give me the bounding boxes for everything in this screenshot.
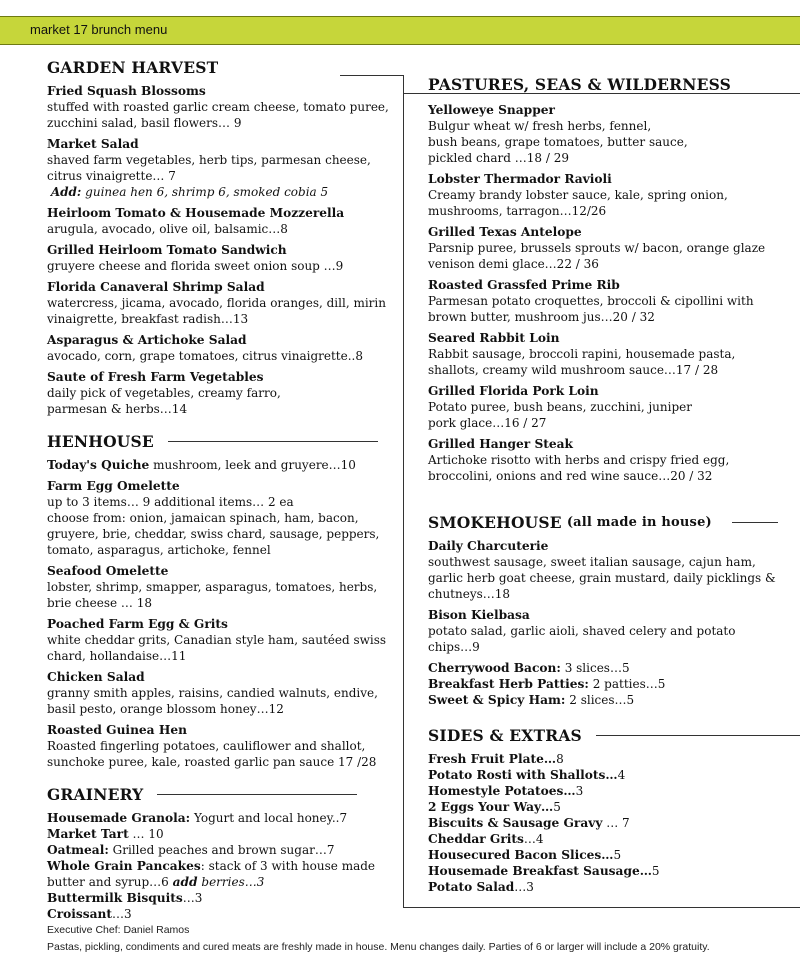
- item-desc: brown butter, mushroom jus…20 / 32: [428, 310, 655, 324]
- list-item: Cheddar Grits…4: [428, 832, 544, 846]
- list-item: Croissant…3: [47, 907, 132, 921]
- list-item: 2 Eggs Your Way…5: [428, 800, 561, 814]
- menu-item: [428, 538, 778, 602]
- item-name: Heirloom Tomato & Housemade Mozzerella: [47, 206, 345, 220]
- sides-list: [428, 751, 778, 895]
- left-column: [47, 58, 392, 922]
- section-henhouse-title: HENHOUSE: [47, 432, 392, 451]
- list-item: Fresh Fruit Plate…8: [428, 752, 564, 766]
- item-name: Poached Farm Egg & Grits: [47, 617, 228, 631]
- item-desc: Bulgur wheat w/ fresh herbs, fennel,: [428, 119, 652, 133]
- list-item: Housemade Breakfast Sausage…5: [428, 864, 660, 878]
- item-desc: shaved farm vegetables, herb tips, parmesan cheese, citrus vinaigrette… 7: [47, 153, 371, 183]
- menu-item: [47, 136, 392, 200]
- list-item: Cherrywood Bacon: 3 slices…5: [428, 661, 630, 675]
- menu-item: [428, 330, 778, 378]
- menu-item: [428, 171, 778, 219]
- list-item: Whole Grain Pancakes: stack of 3 with house made butter and syrup…6 add berries…3: [47, 859, 376, 889]
- item-desc: potato salad, garlic aioli, shaved celery and potato chips…9: [428, 624, 736, 654]
- item-name: Fried Squash Blossoms: [47, 84, 206, 98]
- menu-item: [428, 102, 778, 166]
- menu-item: [428, 277, 778, 325]
- item-name: Seared Rabbit Loin: [428, 331, 560, 345]
- item-desc: broccolini, onions and red wine sauce…20 / 32: [428, 469, 713, 483]
- list-item: Potato Rosti with Shallots…4: [428, 768, 626, 782]
- item-desc: granny smith apples, raisins, candied walnuts, endive, basil pesto, orange blossom honey…12: [47, 686, 378, 716]
- item-desc: mushroom, leek and gruyere…10: [149, 458, 356, 472]
- section-rule: [732, 522, 778, 523]
- item-name: Bison Kielbasa: [428, 608, 530, 622]
- list-item: Breakfast Herb Patties: 2 patties…5: [428, 677, 666, 691]
- item-desc: Parmesan potato croquettes, broccoli & cipollini with: [428, 294, 754, 308]
- item-name: Daily Charcuterie: [428, 539, 549, 553]
- section-pastures-title: PASTURES, SEAS & WILDERNESS: [428, 75, 732, 94]
- item-name: Florida Canaveral Shrimp Salad: [47, 280, 265, 294]
- menu-item: [428, 383, 778, 431]
- menu-item: [47, 669, 392, 717]
- menu-item: [428, 436, 778, 484]
- item-desc: Creamy brandy lobster sauce, kale, spring onion,: [428, 188, 728, 202]
- menu-item: [47, 205, 392, 237]
- menu-item: [47, 478, 392, 558]
- menu-item: [47, 616, 392, 664]
- item-desc: pork glace…16 / 27: [428, 416, 547, 430]
- item-name: Grilled Hanger Steak: [428, 437, 573, 451]
- item-desc: Rabbit sausage, broccoli rapini, housemade pasta,: [428, 347, 736, 361]
- menu-header-bar: [0, 16, 800, 45]
- item-desc: Parsnip puree, brussels sprouts w/ bacon, orange glaze: [428, 241, 766, 255]
- section-sides-title: SIDES & EXTRAS: [428, 726, 778, 745]
- list-item: Sweet & Spicy Ham: 2 slices…5: [428, 693, 635, 707]
- footer-note: Pastas, pickling, condiments and cured meats are freshly made in house. Menu changes daily. Parties of 6 or larger will include a 20% gratuity.: [47, 941, 710, 953]
- item-desc: white cheddar grits, Canadian style ham, sautéed swiss chard, hollandaise…11: [47, 633, 387, 663]
- item-desc: lobster, shrimp, smapper, asparagus, tomatoes, herbs, brie cheese … 18: [47, 580, 378, 610]
- item-desc: Artichoke risotto with herbs and crispy fried egg,: [428, 453, 730, 467]
- item-name: Roasted Guinea Hen: [47, 723, 187, 737]
- item-desc: parmesan & herbs…14: [47, 402, 188, 416]
- item-desc: gruyere cheese and florida sweet onion soup …9: [47, 259, 344, 273]
- item-name: Roasted Grassfed Prime Rib: [428, 278, 620, 292]
- menu-item: [428, 224, 778, 272]
- menu-item: [47, 279, 392, 327]
- section-smokehouse-title: SMOKEHOUSE (all made in house): [428, 513, 778, 532]
- list-item: Buttermilk Bisquits…3: [47, 891, 203, 905]
- item-desc: arugula, avocado, olive oil, balsamic…8: [47, 222, 288, 236]
- item-desc: stuffed with roasted garlic cream cheese, tomato puree, zucchini salad, basil flowers… 9: [47, 100, 389, 130]
- item-desc: watercress, jicama, avocado, florida oranges, dill, mirin vinaigrette, breakfast radish…13: [47, 296, 386, 326]
- menu-item: [47, 457, 392, 473]
- menu-item: [428, 607, 778, 655]
- item-name: Saute of Fresh Farm Vegetables: [47, 370, 264, 384]
- list-item: Homestyle Potatoes…3: [428, 784, 584, 798]
- item-add-ons: Add: guinea hen 6, shrimp 6, smoked cobia 5: [50, 185, 329, 199]
- menu-item: [47, 722, 392, 770]
- section-garden-harvest-title: GARDEN HARVEST: [47, 58, 219, 77]
- divider-bottom: [404, 907, 800, 908]
- list-item: Housecured Bacon Slices…5: [428, 848, 622, 862]
- item-name: Farm Egg Omelette: [47, 479, 180, 493]
- list-item: Biscuits & Sausage Gravy … 7: [428, 816, 630, 830]
- item-desc: daily pick of vegetables, creamy farro,: [47, 386, 281, 400]
- menu-item: [47, 563, 392, 611]
- item-name: Asparagus & Artichoke Salad: [47, 333, 247, 347]
- grainery-list: [47, 810, 392, 922]
- item-desc: venison demi glace…22 / 36: [428, 257, 599, 271]
- list-item: Housemade Granola: Yogurt and local honey..7: [47, 811, 348, 825]
- item-desc: up to 3 items… 9 additional items… 2 ea: [47, 495, 294, 509]
- item-desc: Potato puree, bush beans, zucchini, juniper: [428, 400, 692, 414]
- section-rule: [157, 794, 357, 795]
- smokehouse-extras: [428, 660, 778, 708]
- list-item: Market Tart … 10: [47, 827, 164, 841]
- item-name: Grilled Florida Pork Loin: [428, 384, 599, 398]
- item-name: Grilled Heirloom Tomato Sandwich: [47, 243, 287, 257]
- menu-footer: [47, 924, 787, 958]
- menu-item: [47, 83, 392, 131]
- item-desc: bush beans, grape tomatoes, butter sauce,: [428, 135, 688, 149]
- item-name: Grilled Texas Antelope: [428, 225, 582, 239]
- item-name: Seafood Omelette: [47, 564, 169, 578]
- list-item: Potato Salad…3: [428, 880, 534, 894]
- section-grainery-title: GRAINERY: [47, 785, 392, 804]
- item-desc: choose from: onion, jamaican spinach, ham, bacon, gruyere, brie, cheddar, swiss chard, sausage, peppers, tomato, asparagus, artichoke, fennel: [47, 511, 380, 557]
- item-name: Chicken Salad: [47, 670, 145, 684]
- section-rule: [168, 441, 378, 442]
- list-item: Oatmeal: Grilled peaches and brown sugar…7: [47, 843, 335, 857]
- menu-item: [47, 332, 392, 364]
- item-desc: southwest sausage, sweet italian sausage, cajun ham, garlic herb goat cheese, grain mustard, daily picklings & chutneys…18: [428, 555, 776, 601]
- menu-item: [47, 242, 392, 274]
- section-rule: [596, 735, 800, 736]
- executive-chef: Executive Chef: Daniel Ramos: [47, 924, 190, 936]
- column-divider: [403, 75, 404, 908]
- right-column: [428, 75, 778, 895]
- item-name: Yelloweye Snapper: [428, 103, 555, 117]
- item-name: Lobster Thermador Ravioli: [428, 172, 612, 186]
- menu-header-title: market 17 brunch menu: [30, 22, 168, 37]
- item-desc: Roasted fingerling potatoes, cauliflower and shallot, sunchoke puree, kale, roasted garlic pan sauce 17 /28: [47, 739, 377, 769]
- item-desc: avocado, corn, grape tomatoes, citrus vinaigrette..8: [47, 349, 363, 363]
- item-desc: mushrooms, tarragon…12/26: [428, 204, 607, 218]
- item-desc: pickled chard …18 / 29: [428, 151, 569, 165]
- item-name: Today's Quiche: [47, 458, 150, 472]
- item-desc: shallots, creamy wild mushroom sauce…17 / 28: [428, 363, 719, 377]
- menu-item: [47, 369, 392, 417]
- item-name: Market Salad: [47, 137, 139, 151]
